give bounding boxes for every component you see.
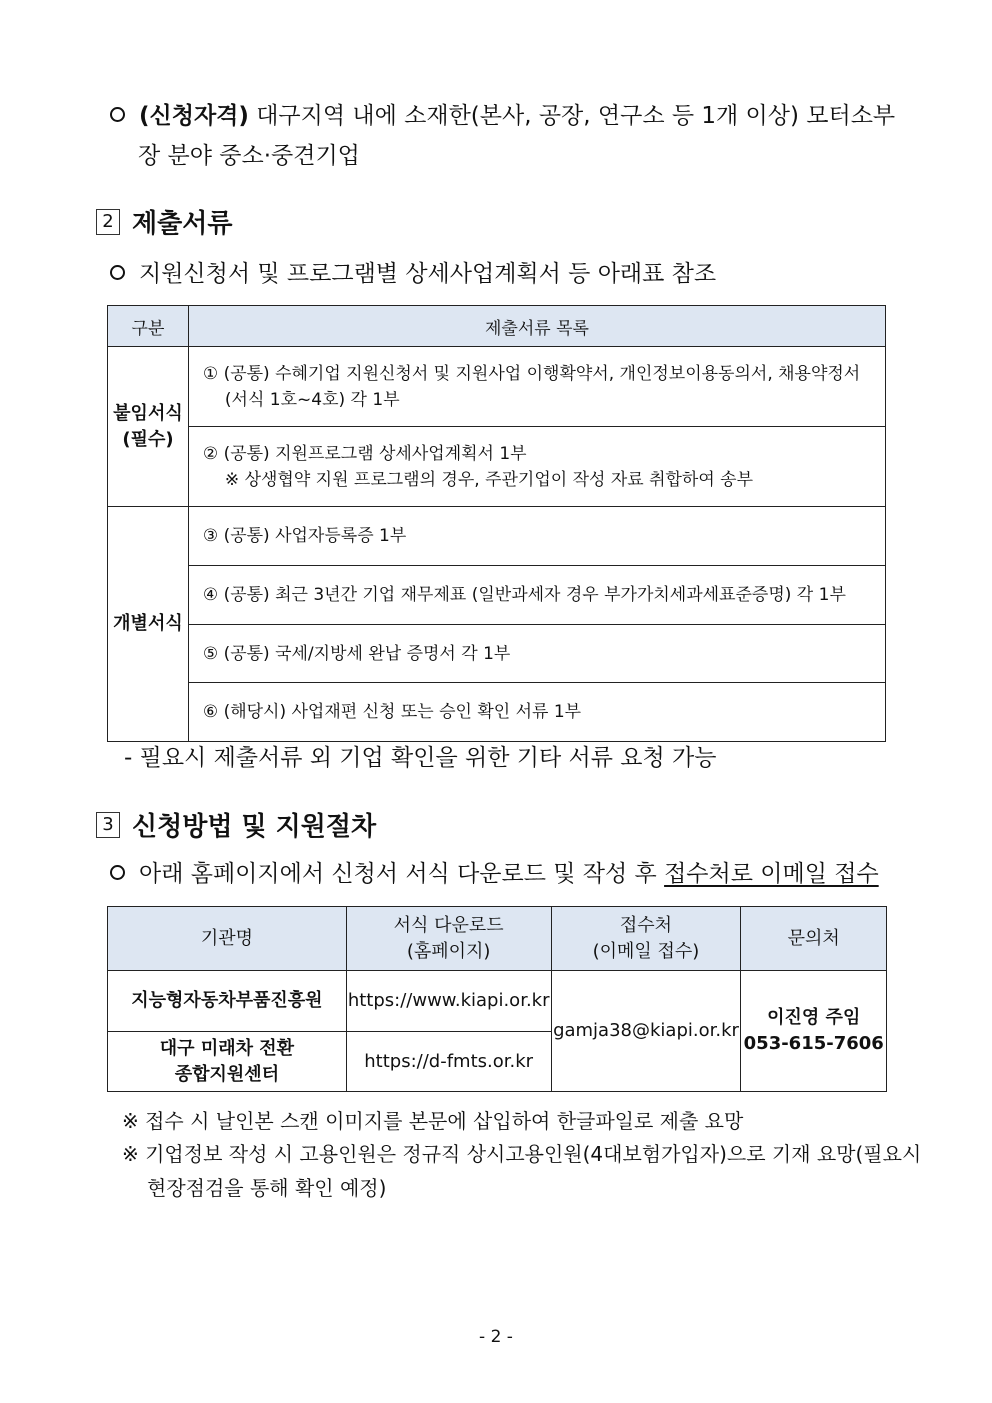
section3-intro-emphasis: 접수처로 이메일 접수	[664, 861, 879, 887]
section2-number: 2	[96, 209, 120, 235]
group-required-sublabel: (필수)	[122, 428, 174, 450]
document-item-2-line1: ② (공통) 지원프로그램 상세사업계획서 1부	[202, 443, 527, 464]
table-row	[108, 347, 886, 427]
bullet-circle-icon	[110, 865, 125, 880]
document-item-4: ④ (공통) 최근 3년간 기업 재무제표 (일반과세자 경우 부가가치세과세표준증명) 각 1부	[188, 566, 885, 625]
table-row	[108, 683, 886, 742]
col-header-submit-line2: (이메일 접수)	[592, 940, 700, 962]
page-number: - 2 -	[479, 1327, 513, 1347]
eligibility-line2: 장 분야 중소·중견기업	[138, 143, 360, 169]
document-item-1-line2: (서식 1호~4호) 각 1부	[224, 389, 400, 410]
download-link-dfmts[interactable]: https://d-fmts.or.kr	[346, 1032, 551, 1092]
document-item-2-line2: ※ 상생협약 지원 프로그램의 경우, 주관기업이 작성 자료 취합하여 송부	[224, 469, 754, 490]
eligibility-label: (신청자격)	[139, 103, 249, 129]
section2-title: 제출서류	[132, 209, 233, 239]
col-header-download	[346, 907, 551, 971]
section3-number: 3	[96, 812, 120, 838]
document-item-6: ⑥ (해당시) 사업재편 신청 또는 승인 확인 서류 1부	[188, 683, 885, 742]
group-required	[108, 347, 189, 507]
section3-note-2: ※ 기업정보 작성 시 고용인원은 정규직 상시고용인원(4대보험가입자)으로 기재 요망(필요시	[122, 1142, 922, 1166]
download-link-kiapi[interactable]: https://www.kiapi.or.kr	[346, 971, 551, 1032]
eligibility-text: 대구지역 내에 소재한(본사, 공장, 연구소 등 1개 이상) 모터소부	[256, 103, 896, 129]
group-required-label: 붙임서식	[113, 402, 183, 424]
col-header-org: 기관명	[108, 907, 347, 971]
col-header-category: 구분	[108, 306, 189, 347]
table-row	[108, 971, 887, 1032]
col-header-download-line2: (홈페이지)	[406, 940, 491, 962]
bullet-circle-icon	[110, 107, 125, 122]
col-header-submit	[551, 907, 741, 971]
document-item-3: ③ (공통) 사업자등록증 1부	[188, 507, 885, 566]
section2-heading	[96, 203, 232, 240]
contact-name: 이진영 주임	[767, 1007, 861, 1028]
group-individual: 개별서식	[108, 507, 189, 742]
table-row	[108, 507, 886, 566]
section3-title: 신청방법 및 지원절차	[132, 812, 377, 842]
org-name-dfmts-line1: 대구 미래차 전환	[159, 1037, 295, 1059]
section2-note: - 필요시 제출서류 외 기업 확인을 위한 기타 서류 요청 가능	[124, 745, 717, 771]
section2-intro	[110, 256, 716, 292]
contact-phone: 053-615-7606	[743, 1033, 884, 1054]
eligibility-line1	[110, 98, 910, 134]
application-table	[107, 906, 887, 1092]
table-row	[108, 625, 886, 683]
org-name-kiapi: 지능형자동차부품진흥원	[108, 971, 347, 1032]
documents-table	[107, 305, 886, 742]
table-row	[108, 427, 886, 507]
col-header-contact: 문의처	[741, 907, 887, 971]
section3-intro	[110, 856, 879, 892]
document-item-1	[188, 347, 885, 427]
bullet-circle-icon	[110, 265, 125, 280]
section3-intro-text: 아래 홈페이지에서 신청서 서식 다운로드 및 작성 후	[139, 861, 665, 887]
section2-intro-text: 지원신청서 및 프로그램별 상세사업계획서 등 아래표 참조	[139, 261, 717, 287]
contact-person	[741, 971, 887, 1092]
section3-heading	[96, 806, 376, 843]
table-row	[108, 566, 886, 625]
submit-email[interactable]: gamja38@kiapi.or.kr	[551, 971, 741, 1092]
section3-note-3: 현장점검을 통해 확인 예정)	[147, 1176, 387, 1200]
section3-note-1: ※ 접수 시 날인본 스캔 이미지를 본문에 삽입하여 한글파일로 제출 요망	[122, 1109, 744, 1133]
org-name-dfmts	[108, 1032, 347, 1092]
org-name-dfmts-line2: 종합지원센터	[174, 1063, 280, 1085]
document-item-2	[188, 427, 885, 507]
application-table-header	[108, 907, 887, 971]
col-header-documents: 제출서류 목록	[188, 306, 885, 347]
col-header-download-line1: 서식 다운로드	[393, 914, 504, 936]
documents-table-header	[108, 306, 886, 347]
document-item-1-line1: ① (공통) 수혜기업 지원신청서 및 지원사업 이행확약서, 개인정보이용동의서, 채용약정서	[202, 363, 861, 384]
col-header-submit-line1: 접수처	[619, 914, 673, 936]
document-item-5: ⑤ (공통) 국세/지방세 완납 증명서 각 1부	[188, 625, 885, 683]
